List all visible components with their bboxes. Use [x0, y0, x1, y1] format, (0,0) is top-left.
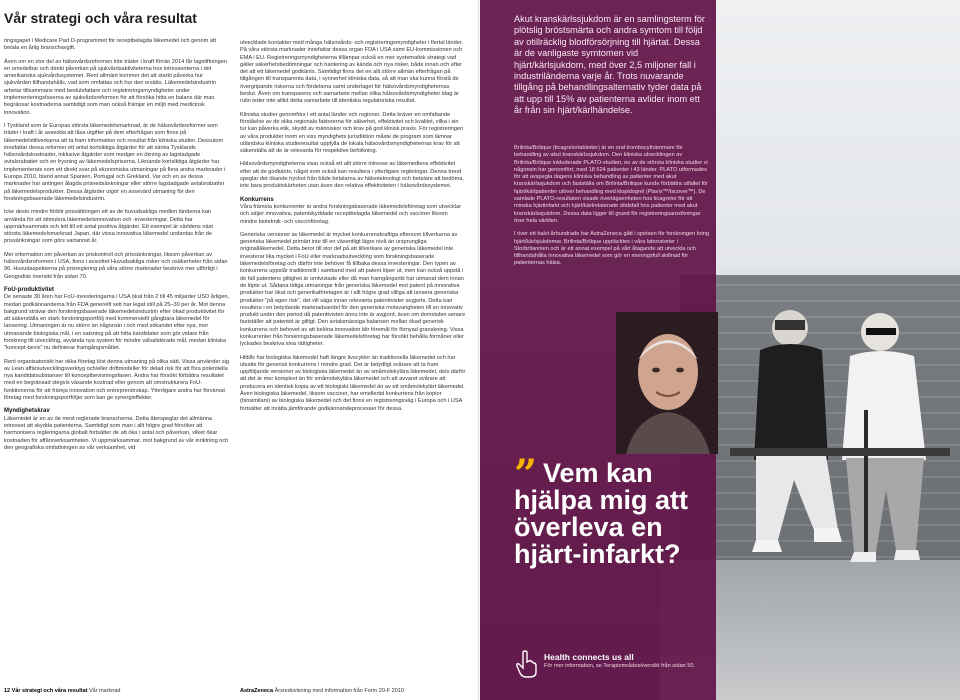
health-connects-title: Health connects us all: [544, 652, 634, 662]
body-paragraph: Även om en stor del av hälsovårdsreformen inte träder i kraft förrän 2014 får lagstiftningen en omedelbar och direkt påverkan på sjukvårdsaktiviteterna hos intressenterna i det amerikanska sjukvårdssystemet. Rent allmänt kommer det att starkt påverka hur sjukvården tillhandahålls, vad som omfattas och hur den ersätts. Läkemedelsindustrin arbetar tillsammans med beslutsfattare och registreringsmyndigheter under implementeringsfaserna av sjukvårdsreformen för att försöka hitta en balans där man begränsar kostnaderna samtidigt som man också främjar en miljö med medicinsk innovation.: [4, 58, 227, 116]
body-paragraph: Våra främsta konkurrenter är andra forskningsbaserade läkemedelsföretag som utvecklar och säljer innovativa, patentskyddade receptbelagda läkemedel och vacciner liksom mindre bioteknik- och vaccinföretag.: [240, 203, 462, 225]
page-title: Vår strategi och våra resultat: [4, 10, 197, 26]
body-paragraph: Kliniska studier genomförs i ett antal länder och regioner. Detta kräver en omfattande förståelse av de olika regionala faktorerna för säkerhet, effektivitet och kvalitet, vilka i sin tur kan påverka etik, skydd av människor och krav på god klinisk praxis. För registreringen av våra produkter inom en viss myndighets jurisdiktion måste de program som lämnar utländska kliniska studieresultat uppfylla de lokala hälsovårdsmyndigheternas krav för att säkerställa att de är relevanta för respektive befolkning.: [240, 111, 464, 155]
left-column-1: [4, 38, 230, 458]
subheading: Myndighetskrav: [4, 408, 50, 415]
headline-text: Vem kan hjälpa mig att överleva en hjärt-infarkt?: [514, 458, 689, 569]
body-paragraph: Generiska versioner av läkemedel är mycket konkurrenskraftiga eftersom tillverkarna av generiska läkemedel primärt inte till en väsentligt lägre nivå än ursprungliga originalläkemedel. Detta beror till stor del på att tillverkare av generiska läkemedel inte investerar lika mycket i FoU eller marknadsutveckling som forskningsbaserade läkemedelsföretag och därför inte behöver få tillbaka dessa investeringar. Den typen av konkurrens uppstår traditionellt i samband med att patent löper ut, men kan också uppstå i de fall patentens giltighet är omtvistade eller då man framgångsrikt har utmanat dem innan de löpte ut. Sådana tidiga utmaningar från generiska läkemedel mot patent på innovativa produkter har ökat och generikaföretagen är i allt högre grad villiga att lansera generiska produkter "på egen risk", det vill säga innan relevanta patenttvister avgjorts. Detta kan resultera i en betydande marknadsandel för den generiska motsvarigheten till en innovativ produkt under den period då patenttvisten ännu inte är avgjord, även om domstolen senare fastställer att patentet är giltigt. Den avtalsmässiga balansen mellan ökad generisk konkurrens och behovet av att belöna innovation blir föremål för förnyad granskning. Vissa konkurrenter från forskningsbaserade läkemedelsföretag har försökt behålla förmåner eller lyckades beskriva sina rättigheter.: [240, 231, 466, 348]
body-paragraph: Rent organisatoriskt har olika företag löst denna utmaning på olika sätt. Vissa använder sig av Lean affärsutvecklingsverktyg och/eller driftmodeller för delad risk för att föra potentiella nya kandidatsubstanser till konceptbevisningsfasen. Andra har försökt förbättra resultatet med en begränsad stegvis växande kostnad eller genom att omstrukturera FoU-funktionerna för att främja innovation och entreprenörskap. Ytterligare andra har förvärvat företag med forskningsportföljer som kan ge synergieffekter.: [4, 358, 230, 402]
body-paragraph: Läkemedel är en av de mest reglerade branscherna. Detta återspeglar det allmänna intresset att skydda patienterna. Samtidigt som man i allt högre grad försöker att harmonisera regleringarna globalt fortsätter de att öka i antal och påverkan, vilket ökar kostnaden för affärsverksamheten. Vi uppmärksammar, mot bakgrund av vår inriktning och den geografiska omfattningen av vår verksamhet, vid: [4, 415, 229, 451]
footer-company: AstraZeneca: [240, 688, 274, 694]
body-paragraph: Mer information om påverkan av priskontroll och prissänkningar, liksom påverkan av hälsovårdsreformen i USA, finns i avsnittet Huvudsakliga risker och osäkerheter från sidan 96. Huvudaspekterna på prisreglering på våra större marknader beskrivs mer utförligt i Geografisk översikt från sidan 70.: [4, 251, 228, 280]
body-paragraph: utvecklade kontakter med många hälsovårds- och registreringsmyndigheter i flertal länder. På våra största marknader innefattar dessa organ FDA i USA samt EU-kommissionen och EMA i EU. Registreringsmyndigheterna tillämpar också en mer systematisk strategi vad gäller säkerhetsbedömningar och hantering av kända och nya risker, både innan och efter det att ett läkemedel godkänts. Samtidigt finns det en allt större allmän efterfrågan på tillgången till transparenta data, i synnerhet kliniska data, så att man ska kunna förstå de övergripande riskerna och fördelarna samt underlaget för hälsovårdsmyndigheternas beslut. Även om transparens och samarbete mellan olika hälsovårdsmyndigheter idag är rutin leder inte alltid detta samarbete till identiska regulatoriska resultat.: [240, 40, 463, 105]
footer-right: [240, 688, 404, 694]
blurb-paragraph-1: Brilinta/Brilique (ticagrelortabletter) är en oral trombocythämmare för behandling av akut kranskärlssjukdom. Den kliniska utvecklingen av Brilinta/Brilique inkluderade PLATO-studien, en av de största kliniska studier vi någonsin har genomfört, med 18 624 patienter i 43 länder. PLATO utformades för att avspegla dagens kliniska behandling av patienter med akut kranskärlssjukdom och fastställa om Brilinta/Brilique kunde förbättra utfallet för hjärt/kärlpatienter utöver behandling med klopidogrel (Plavix™/Iscover™). De samlade PLATO-resultaten visade överlägsenheten hos ticagrelor för att minska hjärtinfarkt och hjärt/kärlrelaterade dödsfall hos patienter med akut kranskärlssjukdom. Dessa data ligger till grund för registreringsansökningar över hela världen.: [514, 145, 709, 224]
footer-left: [4, 688, 121, 694]
subheading: Konkurrens: [240, 196, 274, 203]
body-paragraph: Hittills har biologiska läkemedel haft längre livscykler än traditionella läkemedel och har utsatts för generisk konkurrens i mindre grad. Det är betydligt svårare att ta fram uppföljande versioner av biologiska läkemedel än av småmolekylära läkemedel, dels därför att det är mer komplext än för småmolekylära läkemedel och att avvaret svårare att producera en identisk kopia av ett biologiskt läkemedel än av ett småmolekylärt läkemedel. Även biologiska läkemedel, liksom vacciner, har emellertid konkurrens från kopior (biosimilars) av biologiska läkemedel och det finns en registreringsväg i Europa och i USA fortsätter att inrätta jämförande godkännandeprocesser för dessa.: [240, 354, 466, 412]
intro-quote: Akut kranskärlssjukdom är en samlingsterm för plötslig bröstsmärta och andra symtom till följd av otillräcklig blodförsörjning till hjärtat. Dessa är de vanligaste symtomen vid hjärt/kärlsjukdom, med över 2,5 miljoner fall i industriländerna varje år. Trots nuvarande tillgång på behandlingsalternativ tyder data på att upp till 15% av patienterna avlider inom ett år från sin hjärt/kärlhändelse.: [514, 14, 705, 116]
blurb-paragraph-2: I över ett halvt århundrade har AstraZeneca gått i spetsen för forskningen kring hjärt/kärlsjukdomar. Brilinta/Brilique upptäcktes i våra laboratorier i Storbritannien och är ett annat exempel på vårt åtagande att utveckla och tillhandahålla innovativa läkemedel som gör en meningsfull skillnad för patienternas hälsa.: [514, 231, 709, 267]
subheading: FoU-produktivitet: [4, 286, 54, 293]
left-column-2: [240, 40, 466, 419]
body-paragraph: ringsgapet i Medicare Part D-programmet för receptbelagda läkemedel och genom att betala en årlig branschavgift.: [4, 38, 217, 52]
quote-mark: ”: [514, 451, 538, 498]
body-paragraph: I Tyskland som är Europas största läkemedelsmarknad, är de hälsovårdsreformer som träder i kraft i år avsedda att låsa utgifter på dem efterfrågan som finns på läkemedelstillverkarna att ta fram information och resultat från kliniska studier. Dessutom innefattar dessa reformer ett antal kortsiktiga åtgärder för att sänka Tysklands hälsovårdskostnader, inklusive åtgärder som medger en ökning av lagstadgade avtalsrabatter och en frysning av läkemedelspriserna. Liknande kortsiktiga åtgärder har implementerats som ett direkt svar på ekonomiska utmaningar på flera andra marknader i Europa 2010, bland annat Spanien, Portugal och Grekland. Var och en av dessa marknader har antingen ålagda prisnedsänkningar eller större lagstadgade avtalsrabatter på läkemedelsprodukter. Dessa åtgärder utgör en avsevärd utmaning för den forskningsbaserade läkemedelsindustrin.: [4, 122, 226, 202]
body-paragraph: De senaste 30 åren har FoU-investeringarna i USA ökat från 2 till 45 miljarder USD årligen, medan godkännanderna från FDA generellt sett har legat still på 25–30 per år. Mot denna bakgrund strävar den forskningsbaserade läkemedelsindustrin efter ökad produktivitet för att säkerställa en stark forskningsportfölj med kommersiellt gångbara läkemedel för lansering. Utmaningen är nu större än någonsin i och med sökandet efter nya, mer utmanande biologiska mål, i en satsning på att hitta kandidater som gör vidare från forskning till utveckling, avvända nya system för mindre välvalidérade mål, medan kliniska "koncept-bevis" nu definierar framgångsmåttet.: [4, 294, 230, 352]
hand-pointer-icon: [516, 650, 538, 678]
footer-left-page-label: 12 Vår strategi och våra resultat: [4, 688, 88, 694]
headline: [514, 451, 714, 569]
body-paragraph: Hälsovårdsmyndigheterna visar också ett allt större intresse av läkemedlens effektivitet efter att de godkänts, något som också kan resultera i ytterligare regleringar. Denna trend speglar det ökande trycket från både betalarna av hälsoteknologi och betalare att bedöma, inte bara produktskärheten utan även den relativa effektiviteten i hälsovårdssystemet.: [240, 161, 464, 190]
footer-left-section: Vår marknad: [89, 688, 121, 694]
footer-report-title: Årsredovisning med information från Form 20-F 2010: [274, 688, 404, 694]
body-paragraph: Icke desto mindre förblir prissättningen ett av de huvudsakliga medlen länderna kan använda för att stimulera läkemedelsinnovation och -investeringar. Detta har uppmärksammats och lett till ett antal positiva åtgärder. Ett exempel är världens näst största läkemedelsmarknad Japan, där vissa innovativa läkemedel undantas från de prissänkningar som görs vartannat år.: [4, 209, 213, 245]
health-connects-text: För mer information, se Terapiområdesöversikt från sidan 50.: [544, 663, 695, 669]
elderly-man-portrait: [616, 312, 718, 454]
brilinta-blurb: [514, 145, 710, 274]
elderly-couple-photo: [730, 290, 950, 590]
right-page: [480, 0, 960, 700]
